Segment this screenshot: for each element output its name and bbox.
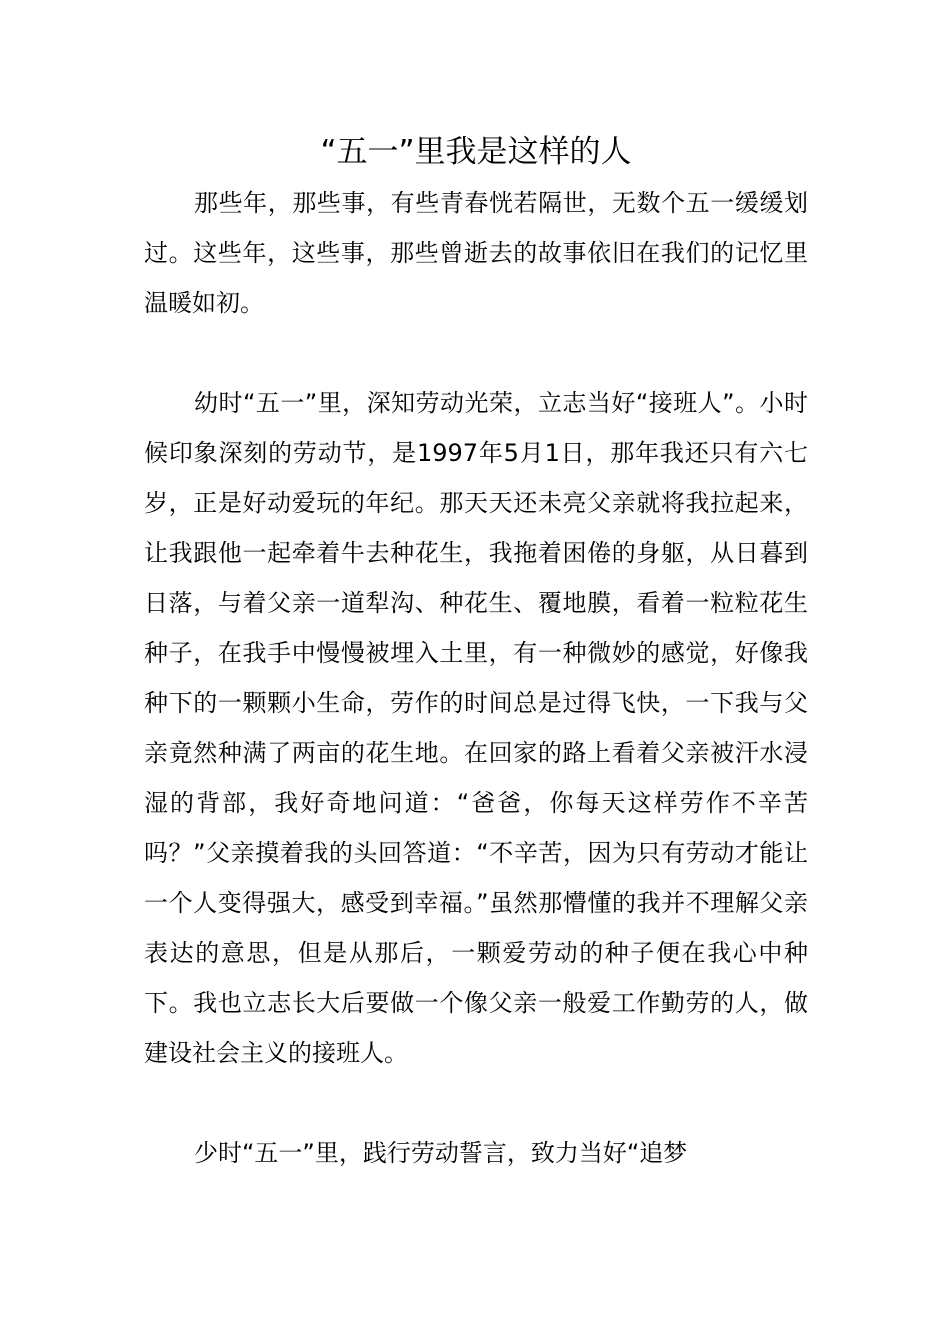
document-title: “五一”里我是这样的人: [320, 134, 632, 170]
paragraph-youth: 少时“五一”里，践行劳动誓言，致力当好“追梦: [194, 1139, 688, 1167]
paragraph-intro: 那些年，那些事，有些青春恍若隔世，无数个五一缓缓划过。这些年，这些事，那些曾逝去的故事依旧在我们的记忆里温暖如初。: [144, 189, 808, 317]
document-page: [144, 126, 808, 1178]
paragraph-childhood: 幼时“五一”里，深知劳动光荣，立志当好“接班人”。小时候印象深刻的劳动节，是1997年5月1日，那年我还只有六七岁，正是好动爱玩的年纪。那天天还未亮父亲就将我拉起来，让我跟他一起牵着牛去种花生，我拖着困倦的身躯，从日暮到日落，与着父亲一道犁沟、种花生、覆地膜，看着一粒粒花生种子，在我手中慢慢被埋入土里，有一种微妙的感觉，好像我种下的一颗颗小生命，劳作的时间总是过得飞快，一下我与父亲竟然种满了两亩的花生地。在回家的路上看着父亲被汗水浸湿的背部，我好奇地问道：“爸爸，你每天这样劳作不辛苦吗？”父亲摸着我的头回答道：“不辛苦，因为只有劳动才能让一个人变得强大，感受到幸福。”虽然那懵懂的我并不理解父亲表达的意思，但是从那后，一颗爱劳动的种子便在我心中种下。我也立志长大后要做一个像父亲一般爱工作勤劳的人，做建设社会主义的接班人。: [144, 389, 808, 1067]
